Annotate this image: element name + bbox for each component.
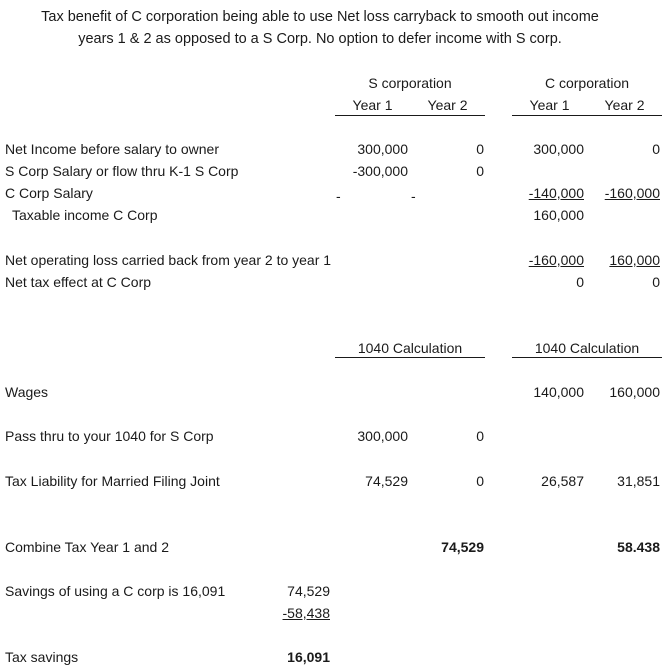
net-income-c-y2: 0 bbox=[652, 141, 660, 157]
wages-c-y1: 140,000 bbox=[533, 384, 584, 400]
combine-label: Combine Tax Year 1 and 2 bbox=[5, 539, 169, 555]
net-tax-c-y1: 0 bbox=[576, 274, 584, 290]
wages-label: Wages bbox=[5, 384, 49, 400]
title-line-1: Tax benefit of C corporation being able to use Net loss carryback to smooth out income bbox=[41, 9, 599, 25]
c-year2-header: Year 2 bbox=[604, 97, 645, 113]
c-salary-c-y1: -140,000 bbox=[528, 185, 584, 201]
c-salary-s-y2-dash: - bbox=[411, 188, 416, 204]
c-salary-label: C Corp Salary bbox=[5, 185, 93, 201]
c-header-underline bbox=[512, 115, 662, 116]
wages-c-y2: 160,000 bbox=[609, 384, 660, 400]
s-salary-label: S Corp Salary or flow thru K-1 S Corp bbox=[5, 163, 239, 179]
nol-c-y2: 160,000 bbox=[609, 252, 660, 268]
c-corp-header: C corporation bbox=[544, 75, 630, 91]
savings-label: Savings of using a C corp is 16,091 bbox=[5, 583, 226, 599]
net-income-label: Net Income before salary to owner bbox=[5, 141, 219, 157]
combine-s-total: 74,529 bbox=[441, 539, 484, 555]
net-income-c-y1: 300,000 bbox=[533, 141, 584, 157]
savings-v1: 74,529 bbox=[287, 583, 330, 599]
tax-savings-value: 16,091 bbox=[287, 649, 330, 665]
s-header-underline bbox=[335, 115, 485, 116]
s-salary-s-y1: -300,000 bbox=[352, 163, 408, 179]
pass-thru-s-y2: 0 bbox=[476, 428, 484, 444]
pass-thru-label: Pass thru to your 1040 for S Corp bbox=[5, 428, 214, 444]
savings-v2: -58,438 bbox=[282, 605, 330, 621]
c-salary-s-y1-dash: - bbox=[336, 188, 341, 204]
tax-liability-s-y2: 0 bbox=[476, 473, 484, 489]
s-1040-header: 1040 Calculation bbox=[357, 340, 463, 356]
taxable-c-label: Taxable income C Corp bbox=[12, 207, 158, 223]
tax-liability-c-y1: 26,587 bbox=[541, 473, 584, 489]
c-year1-header: Year 1 bbox=[529, 97, 570, 113]
c-salary-c-y2: -160,000 bbox=[604, 185, 660, 201]
net-income-s-y2: 0 bbox=[476, 141, 484, 157]
net-tax-label: Net tax effect at C Corp bbox=[5, 274, 152, 290]
taxable-c-y1: 160,000 bbox=[533, 207, 584, 223]
pass-thru-s-y1: 300,000 bbox=[357, 428, 408, 444]
nol-label: Net operating loss carried back from year 2 to year 1 bbox=[5, 252, 332, 268]
s-salary-s-y2: 0 bbox=[476, 163, 484, 179]
c-1040-header: 1040 Calculation bbox=[534, 340, 640, 356]
s-1040-underline bbox=[335, 357, 485, 358]
title-line-2: years 1 & 2 as opposed to a S Corp. No option to defer income with S corp. bbox=[78, 31, 562, 47]
combine-c-total: 58.438 bbox=[617, 539, 660, 555]
tax-liability-label: Tax Liability for Married Filing Joint bbox=[5, 473, 220, 489]
nol-c-y1: -160,000 bbox=[528, 252, 584, 268]
s-corp-header: S corporation bbox=[368, 75, 452, 91]
net-tax-c-y2: 0 bbox=[652, 274, 660, 290]
c-1040-underline bbox=[512, 357, 662, 358]
tax-liability-c-y2: 31,851 bbox=[617, 473, 660, 489]
s-year1-header: Year 1 bbox=[352, 97, 393, 113]
net-income-s-y1: 300,000 bbox=[357, 141, 408, 157]
tax-savings-label: Tax savings bbox=[5, 649, 79, 665]
tax-liability-s-y1: 74,529 bbox=[365, 473, 408, 489]
s-year2-header: Year 2 bbox=[427, 97, 468, 113]
